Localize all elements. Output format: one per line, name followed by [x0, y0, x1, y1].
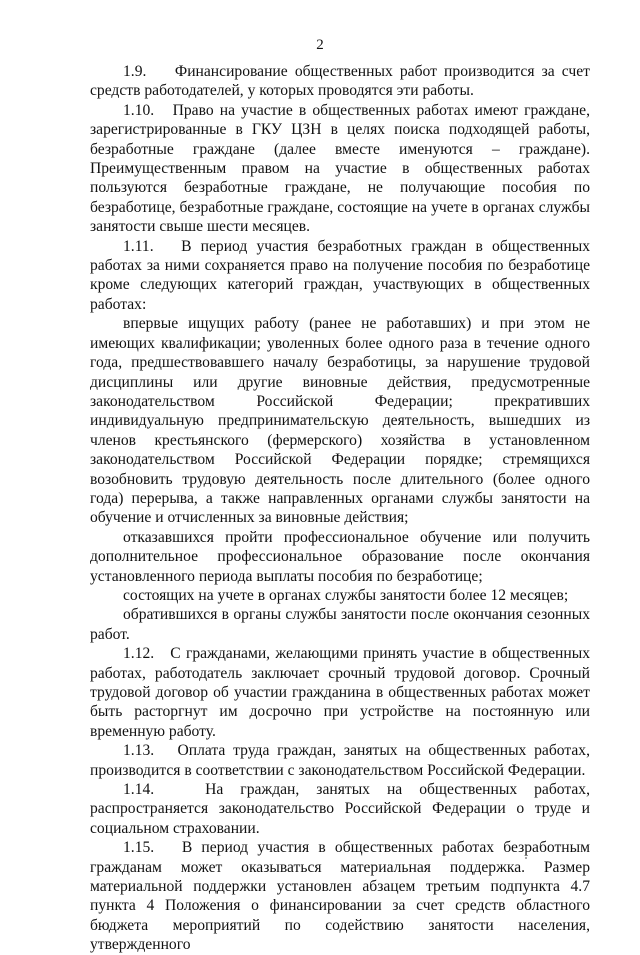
scan-speck: [525, 857, 527, 859]
document-body: [90, 62, 590, 955]
list-item-registered-over-12-months: состоящих на учете в органах службы занятости более 12 месяцев;: [123, 586, 569, 604]
list-item-after-seasonal-work: обратившихся в органы службы занятости после окончания сезонных работ.: [90, 606, 590, 643]
list-item-refused-training: отказавшихся пройти профессиональное обучение или получить дополнительное профессиональное образование после окончания установленного периода выплаты пособия по безработице;: [90, 528, 590, 585]
paragraph-1-15: 1.15. В период участия в общественных работах безработным гражданам может оказываться материальная поддержка. Размер материальной поддержки установлен абзацем третьим подпункта 4.7 пункта 4 Положения о финансировании за счет средств областного бюджета мероприятий по содействию занятости населения, утвержденного: [90, 839, 590, 954]
paragraph-1-13: 1.13. Оплата труда граждан, занятых на общественных работах, производится в соответствии с законодательством Российской Федерации.: [90, 742, 590, 779]
page-number: 2: [316, 37, 324, 53]
paragraph-1-11: 1.11. В период участия безработных граждан в общественных работах за ними сохраняется право на получение пособия по безработице кроме следующих категорий граждан, участвующих в общественных работах:: [90, 237, 590, 313]
list-item-first-time-job-seekers: впервые ищущих работу (ранее не работавших) и при этом не имеющих квалификации; уволенных более одного раза в течение одного года, предшествовавшего началу безработицы, за нарушение трудовой дисциплины или другие виновные действия, предусмотренные законодательством Российской Федерации; прекративших индивидуальную предпринимательскую деятельность, вышедших из членов крестьянского (фермерского) хозяйства в установленном законодательством Российской Федерации порядке; стремящихся возобновить трудовую деятельность после длительного (более одного года) перерыва, а также направленных органами службы занятости на обучение и отчисленных за виновные действия;: [90, 315, 590, 527]
paragraph-1-9: 1.9. Финансирование общественных работ производится за счет средств работодателей, у которых проводятся эти работы.: [90, 63, 590, 100]
paragraph-1-14: 1.14. На граждан, занятых на общественных работах, распространяется законодательство Российской Федерации о труде и социальном страховании.: [90, 781, 590, 837]
paragraph-1-12: 1.12. С гражданами, желающими принять участие в общественных работах, работодатель заключает срочный трудовой договор. Срочный трудовой договор об участии гражданина в общественных работах может быть расторгнут им досрочно при устройстве на постоянную или временную работу.: [90, 645, 590, 740]
paragraph-1-10: 1.10. Право на участие в общественных работах имеют граждане, зарегистрированные в ГКУ ЦЗН в целях поиска подходящей работы, безработные граждане (далее вместе именуются – граждане). Преимущественным правом на участие в общественных работах пользуются безработные граждане, не получающие пособия по безработице, безработные граждане, состоящие на учете в органах службы занятости свыше шести месяцев.: [90, 101, 590, 236]
